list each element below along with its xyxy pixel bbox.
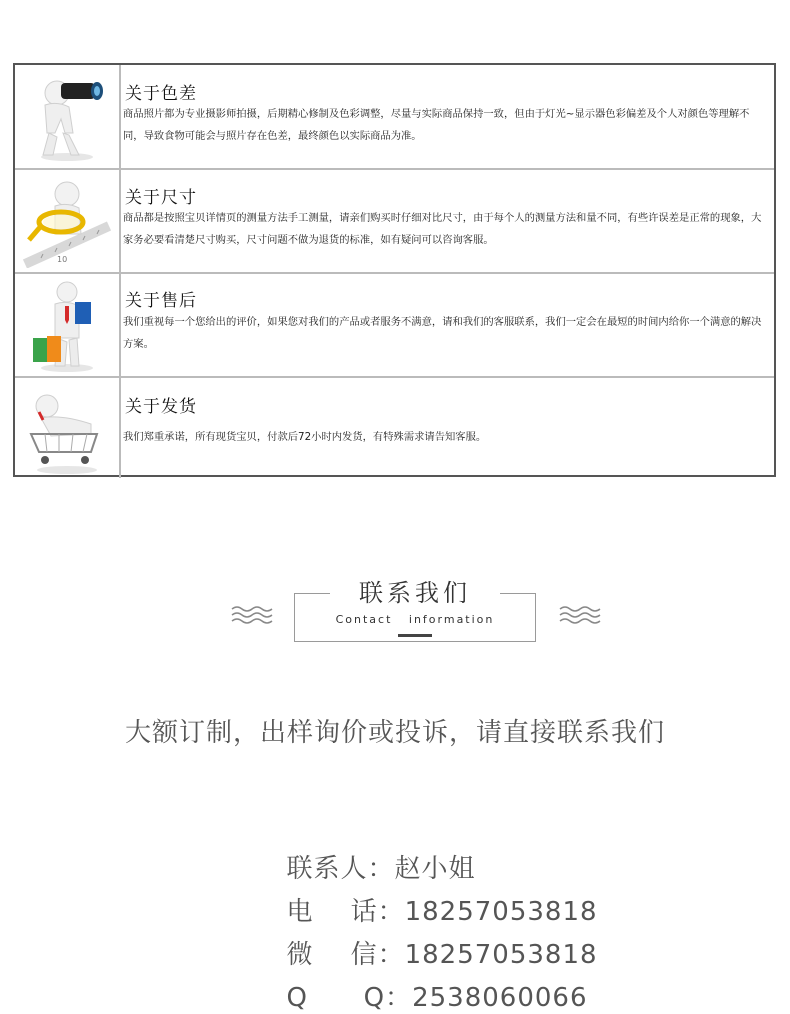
shopping-figure-image xyxy=(15,274,121,378)
contact-label: 电 话： xyxy=(286,897,405,927)
qq-line xyxy=(268,947,587,1014)
contact-underline xyxy=(398,634,432,637)
notice-row-color xyxy=(15,65,774,168)
contact-value: 赵小姐 xyxy=(394,854,476,884)
notice-text: 我们郑重承诺，所有现货宝贝，付款后72小时内发货，有特殊需求请告知客服。 xyxy=(123,431,487,443)
notice-title: 关于售后 xyxy=(125,291,197,311)
contact-label: 微 信： xyxy=(286,940,405,970)
notice-row-size xyxy=(15,168,774,274)
wave-right-icon xyxy=(558,604,602,626)
notice-text: 商品都是按照宝贝详情页的测量方法手工测量，请亲们购买时仔细对比尺寸，由于每个人的测量方法和量不同，有些许误差是正常的现象，大家务必要看清楚尺寸购买，尺寸问题不做为退货的标准，如有疑问可以咨询客服。 xyxy=(123,212,762,246)
contact-subtitle: Contact information xyxy=(335,613,495,626)
contact-value: 18257053818 xyxy=(404,897,598,927)
notice-title: 关于发货 xyxy=(125,397,197,417)
magnifier-figure-image xyxy=(15,170,121,274)
notice-row-aftersales xyxy=(15,272,774,378)
contact-title: 联系我们 xyxy=(330,575,500,611)
contact-label: Q Q： xyxy=(286,983,413,1013)
photographer-figure-image xyxy=(15,65,121,168)
notice-row-shipping xyxy=(15,376,774,478)
notice-title: 关于色差 xyxy=(125,84,197,104)
notice-table xyxy=(13,63,776,477)
notice-title: 关于尺寸 xyxy=(125,188,197,208)
wave-left-icon xyxy=(230,604,274,626)
cart-figure-image xyxy=(15,378,121,478)
contact-label: 联系人： xyxy=(286,854,395,884)
contact-intro: 大额订制，出样询价或投诉，请直接联系我们 xyxy=(124,718,665,748)
svg-text:10: 10 xyxy=(57,255,68,264)
contact-value: 18257053818 xyxy=(404,940,598,970)
contact-value: 2538060066 xyxy=(412,983,588,1013)
notice-text: 商品照片都为专业摄影师拍摄，后期精心修制及色彩调整，尽量与实际商品保持一致，但由于灯光~显示器色彩偏差及个人对颜色等理解不同，导致食物可能会与照片存在色差，最终颜色以实际商品为准。 xyxy=(123,108,750,142)
notice-text: 我们重视每一个您给出的评价，如果您对我们的产品或者服务不满意，请和我们的客服联系，我们一定会在最短的时间内给你一个满意的解决方案。 xyxy=(123,316,762,350)
